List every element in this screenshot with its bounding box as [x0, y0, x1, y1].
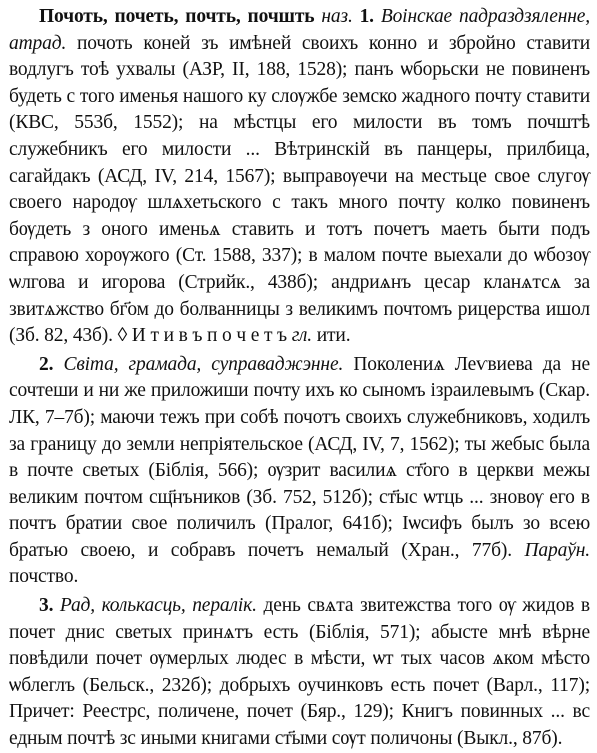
phrase-part-of-speech: гл.	[291, 325, 313, 347]
sense-3-paragraph	[9, 593, 590, 753]
sense-2-number: 2.	[39, 353, 54, 375]
sense-1-definition: Воінскае падраздзяленне, атрад.	[9, 6, 590, 54]
sense-1-number: 1.	[359, 6, 374, 27]
sense-3-definition: Рад, колькасць, пералік.	[59, 595, 257, 617]
cross-reference-label: Параўн.	[524, 539, 590, 561]
sense-1-paragraph	[9, 4, 590, 350]
sense-1-citations: почоть коней зъ имѣней своихъ конно и збройно ставити водлугъ тоѣ ухвалы (АЗР, II, 188, 1528); панъ ѡборьски не повиненъ будеть с того именья нашого ку слѹжбе земско жадного почту ставити (КВС, 553б, 1552); на мѣстцы его милости въ томъ почштѣ служебникъ его милости ... Вѣтринскій въ панцеры, прилбица, сагайдакъ (АСД, IV, 214, 1567); выправѹечи на местьце свое слугѹ своего народѹ шлѧхетьского с такъ много почту колко повиненъ бѹдеть з оного именьѧ ставить и тотъ почетъ маеть быти подъ справою хорѹжого (Ст. 1588, 337); в малом почте выехали до ѡбозѹ ѡлгова и игорова (Стрийк., 438б); андриѧнъ цесар кланѧтсѧ за звитѧжство бг҃ом до болванницы з великимъ почтомъ рицерства ишол (Зб. 82, 43б). ◊ И т и в ъ п о ч е т ъ	[9, 32, 590, 347]
sense-2-paragraph	[9, 352, 590, 591]
sense-3-citations: день свѧта звитежства того ѹ жидов в почет днис светых принѧтъ есть (Біблія, 571); абысте мнѣ вѣрне повѣдили почет ѹмерлых людес в мѣсти, ѡт тых часов ѧком мѣсто ѡблеглъ (Бельск., 232б); добрыхъ оучинковъ есть почет (Варл., 117); Причет: Реестрс, поличене, почет (Бяр., 129); Книгъ повинных ... вс едным почтѣ зс иными книгами ст҃ыми сѹт поличоны (Выкл., 87б).	[9, 595, 590, 750]
sense-2-definition: Світа, грамада, суправаджэнне.	[63, 353, 344, 375]
sense-3-number: 3.	[39, 595, 54, 617]
headword: Почоть, почеть, почть, почшть	[39, 6, 315, 27]
phrase-gloss: ити.	[316, 325, 351, 347]
sense-2-citations: Поколениѧ Леѵвиева да не сочтеши и ни же приложиши почту ихъ ко сыномъ ізраилевымъ (Скар. ЛК, 7–7б); маючи тежъ при собѣ почотъ своихъ служебниковъ, ходилъ за границу до земли непріятельское (АСД, IV, 7, 1562); ты жебыс была в почте светых (Біблія, 566); ѹзрит василиѧ ст҃ого в церкви межы великим почтом сщ҃нъников (Зб. 752, 512б); ст҃ыс ѡтць ... зновѹ его в почтъ братии свое поличилъ (Пралог, 641б); Іѡсифъ былъ зо всею братью своею, и собравъ почетъ немалый (Хран., 77б).	[9, 353, 590, 561]
part-of-speech: наз.	[321, 6, 353, 27]
cross-reference-target: почство.	[9, 566, 79, 588]
